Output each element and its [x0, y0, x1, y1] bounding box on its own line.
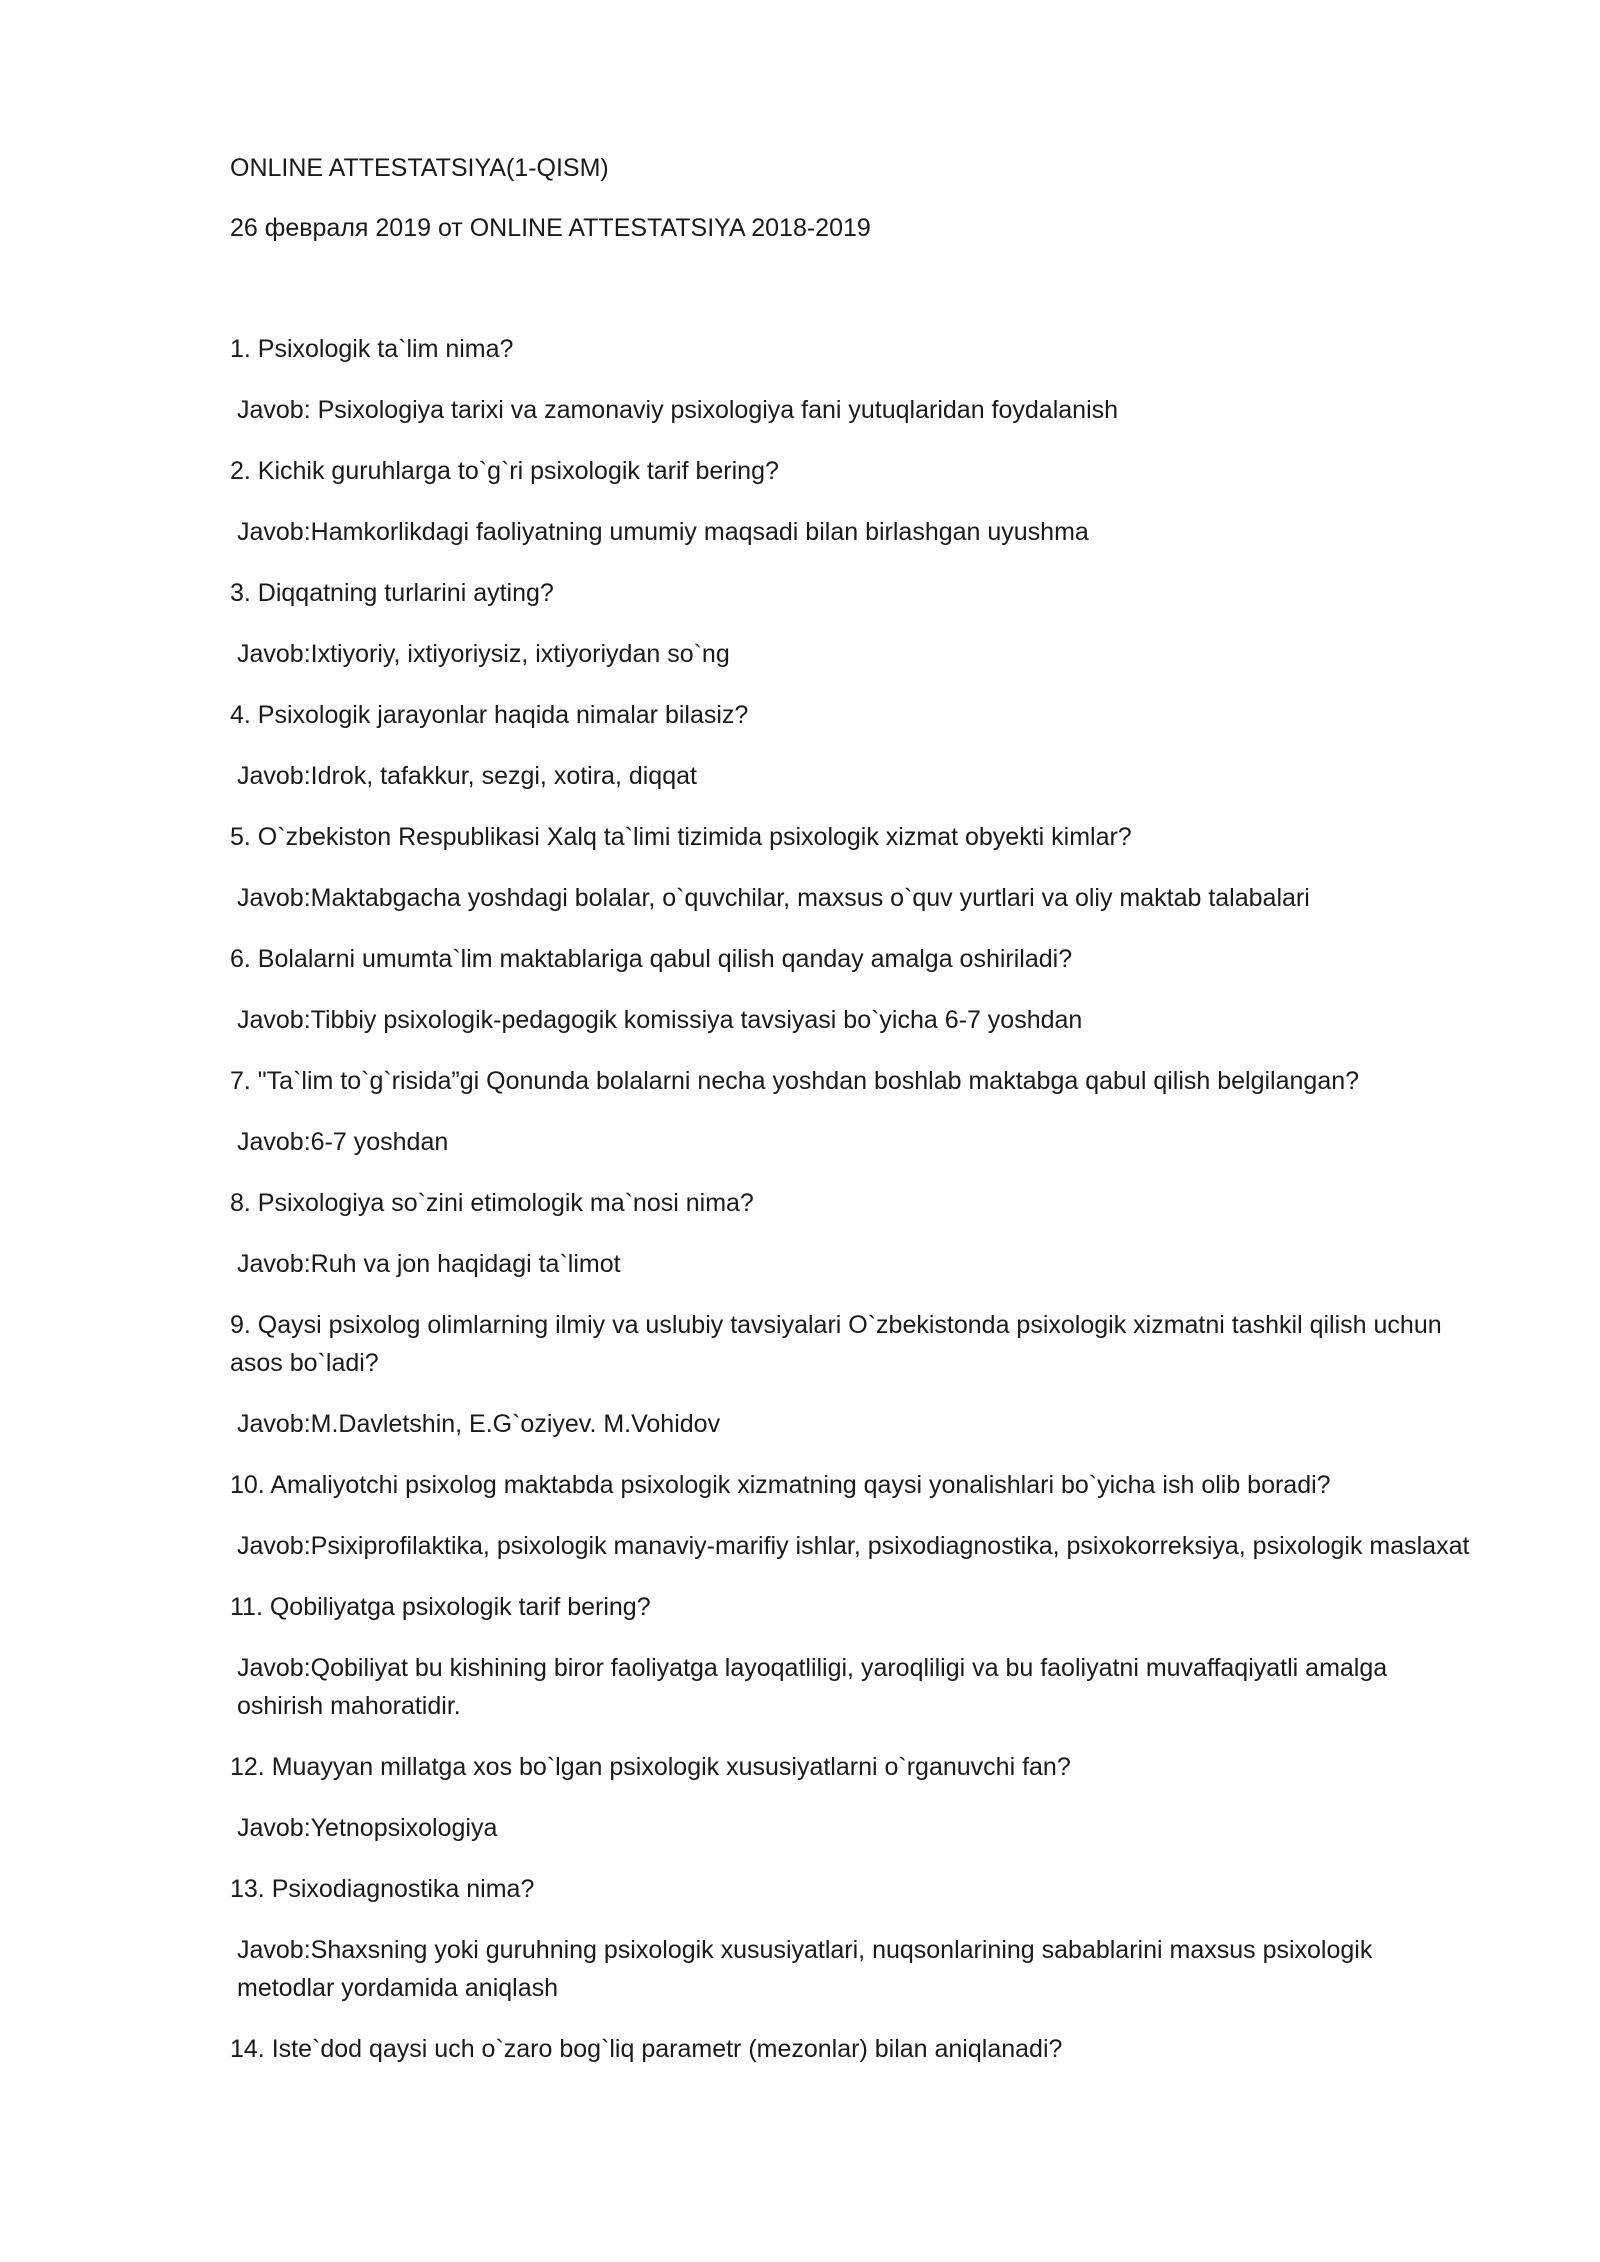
qa-item	[230, 940, 1470, 1039]
answer-text-content: Javob:Psixiprofilaktika, psixologik manaviy-marifiy ishlar, psixodiagnostika, psixokorreksiya, psixologik maslaxat	[237, 1532, 1470, 1560]
question-text: 3. Diqqatning turlarini ayting?	[230, 579, 554, 607]
qa-item	[230, 574, 1470, 673]
question-text: 10. Amaliyotchi psixolog maktabda psixologik xizmatning qaysi yonalishlari bo`yicha ish olib boradi?	[230, 1471, 1331, 1499]
qa-item	[230, 1184, 1470, 1283]
question-text: 8. Psixologiya so`zini etimologik ma`nosi nima?	[230, 1189, 754, 1217]
qa-item	[230, 1588, 1470, 1725]
question-text: 13. Psixodiagnostika nima?	[230, 1875, 535, 1903]
question-text: 6. Bolalarni umumta`lim maktablariga qabul qilish qanday amalga oshiriladi?	[230, 945, 1073, 973]
answer-text	[230, 1649, 1470, 1725]
answer-text	[230, 1405, 1470, 1443]
answer-text-content: Javob:Idrok, tafakkur, sezgi, xotira, diqqat	[237, 762, 697, 790]
answer-text	[230, 1809, 1470, 1847]
qa-item	[230, 2030, 1470, 2068]
answer-text-content: Javob:Yetnopsixologiya	[237, 1814, 498, 1842]
question-text: 9. Qaysi psixolog olimlarning ilmiy va uslubiy tavsiyalari O`zbekistonda psixologik xizmatni tashkil qilish uchun asos bo`ladi?	[230, 1311, 1442, 1377]
answer-text-content: Javob:Shaxsning yoki guruhning psixologik xususiyatlari, nuqsonlarining sabablarini maxsus psixologik metodlar yordamida aniqlash	[237, 1936, 1373, 2002]
answer-text-content: Javob:Ruh va jon haqidagi ta`limot	[237, 1250, 621, 1278]
qa-item	[230, 452, 1470, 551]
answer-text	[230, 391, 1470, 429]
answer-text	[230, 1931, 1470, 2007]
answer-text-content: Javob:M.Davletshin, E.G`oziyev. M.Vohidov	[237, 1410, 721, 1438]
answer-text-content: Javob:Qobiliyat bu kishining biror faoliyatga layoqatliligi, yaroqliligi va bu faoliyatni muvaffaqiyatli amalga oshirish mahoratidir.	[237, 1654, 1388, 1720]
answer-text-content: Javob:Ixtiyoriy, ixtiyoriysiz, ixtiyoriydan so`ng	[237, 640, 730, 668]
qa-item	[230, 1306, 1470, 1443]
answer-text	[230, 635, 1470, 673]
answer-text	[230, 1527, 1470, 1565]
answer-text-content: Javob:Tibbiy psixologik-pedagogik komissiya tavsiyasi bo`yicha 6-7 yoshdan	[237, 1006, 1083, 1034]
answer-text	[230, 879, 1470, 917]
qa-item	[230, 1466, 1470, 1565]
answer-text	[230, 513, 1470, 551]
qa-item	[230, 818, 1470, 917]
answer-text	[230, 1123, 1470, 1161]
qa-list	[230, 330, 1470, 2068]
question-text: 5. O`zbekiston Respublikasi Xalq ta`limi tizimida psixologik xizmat obyekti kimlar?	[230, 823, 1132, 851]
question-text: 11. Qobiliyatga psixologik tarif bering?	[230, 1593, 651, 1621]
qa-item	[230, 330, 1470, 429]
question-text: 2. Kichik guruhlarga to`g`ri psixologik tarif bering?	[230, 457, 779, 485]
question-text: 1. Psixologik ta`lim nima?	[230, 335, 514, 363]
document-title: ONLINE ATTESTATSIYA(1-QISM)	[230, 154, 609, 182]
qa-item	[230, 696, 1470, 795]
document-subtitle: 26 февраля 2019 от ONLINE ATTESTATSIYA 2018-2019	[230, 214, 871, 242]
answer-text	[230, 757, 1470, 795]
answer-text-content: Javob:6-7 yoshdan	[237, 1128, 449, 1156]
qa-item	[230, 1870, 1470, 2007]
qa-item	[230, 1062, 1470, 1161]
answer-text	[230, 1001, 1470, 1039]
question-text: 14. Iste`dod qaysi uch o`zaro bog`liq parametr (mezonlar) bilan aniqlanadi?	[230, 2035, 1063, 2063]
document-page	[230, 150, 1470, 2091]
question-text: 7. "Ta`lim to`g`risida”gi Qonunda bolalarni necha yoshdan boshlab maktabga qabul qilish belgilangan?	[230, 1067, 1360, 1095]
question-text: 4. Psixologik jarayonlar haqida nimalar bilasiz?	[230, 701, 749, 729]
qa-item	[230, 1748, 1470, 1847]
answer-text-content: Javob:Maktabgacha yoshdagi bolalar, o`quvchilar, maxsus o`quv yurtlari va oliy maktab talabalari	[237, 884, 1310, 912]
answer-text	[230, 1245, 1470, 1283]
answer-text-content: Javob:Hamkorlikdagi faoliyatning umumiy maqsadi bilan birlashgan uyushma	[237, 518, 1089, 546]
answer-text-content: Javob: Psixologiya tarixi va zamonaviy psixologiya fani yutuqlaridan foydalanish	[237, 396, 1119, 424]
question-text: 12. Muayyan millatga xos bo`lgan psixologik xususiyatlarni o`rganuvchi fan?	[230, 1753, 1071, 1781]
